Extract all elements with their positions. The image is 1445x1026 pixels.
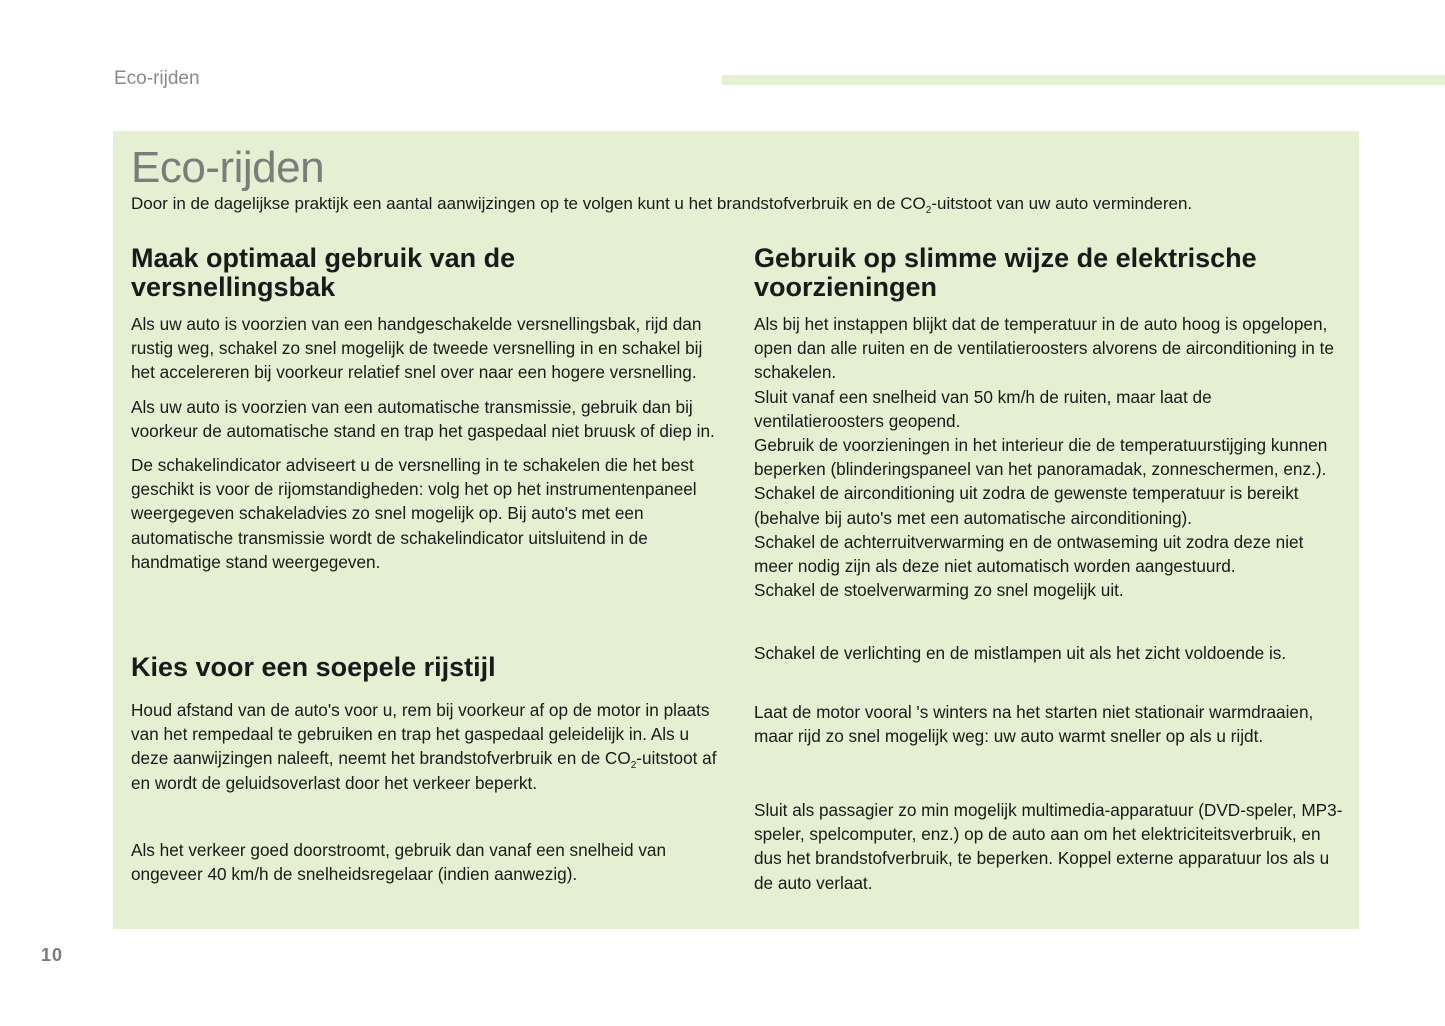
paragraph-lights: Schakel de verlichting en de mistlampen uit als het zicht voldoende is. bbox=[754, 643, 1287, 663]
page-title: Eco-rijden bbox=[131, 143, 325, 192]
tip-line: Schakel de stoelverwarming zo snel mogelijk uit. bbox=[754, 580, 1124, 601]
paragraph-manual-gearbox: Als uw auto is voorzien van een handgeschakelde versnellingsbak, rijd dan rustig weg, schakel zo snel mogelijk de tweede versnelling in en schakel bij het accelereren bij voorkeur relatief snel over naar een hogere versnelling. bbox=[131, 314, 703, 383]
left-column-cruise bbox=[131, 838, 721, 886]
tip-line: Gebruik de voorzieningen in het interieur die de temperatuurstijging kunnen beperken (blinderingspaneel van het panoramadak, zonneschermen, enz.). bbox=[754, 435, 1328, 480]
left-column-lower bbox=[131, 653, 721, 795]
paragraph-automatic-transmission: Als uw auto is voorzien van een automatische transmissie, gebruik dan bij voorkeur de automatische stand en trap het gaspedaal niet bruusk of diep in. bbox=[131, 396, 715, 441]
page-number: 10 bbox=[41, 945, 64, 965]
paragraph-shift-indicator: De schakelindicator adviseert u de versnelling in te schakelen die het best geschikt is voor de rijomstandigheden: volg het op het instrumentenpaneel weergegeven schakeladvies zo snel mogelijk op. Bij auto's met een automatische transmissie wordt de schakelindicator uitsluitend in de handmatige stand weergegeven. bbox=[131, 455, 697, 572]
tip-line: Als bij het instappen blijkt dat de temperatuur in de auto hoog is opgelopen, open dan alle ruiten en de ventilatieroosters alvorens de airconditioning in te schakelen. bbox=[754, 314, 1334, 383]
left-column bbox=[131, 244, 721, 574]
heading-gearbox: Maak optimaal gebruik van de versnellingsbak bbox=[131, 243, 516, 302]
heading-driving-style: Kies voor een soepele rijstijl bbox=[131, 652, 496, 682]
paragraph-cruise-control: Als het verkeer goed doorstroomt, gebruik dan vanaf een snelheid van ongeveer 40 km/h de snelheidsregelaar (indien aanwezig). bbox=[131, 840, 667, 885]
paragraph-multimedia: Sluit als passagier zo min mogelijk multimedia-apparatuur (DVD-speler, MP3-speler, spelcomputer, enz.) op de auto aan om het elektriciteitsverbruik, en dus het brandstofverbruik, te beperken. Koppel externe apparatuur los als u de auto verlaat. bbox=[754, 800, 1343, 893]
intro-text: Door in de dagelijkse praktijk een aantal aanwijzingen op te volgen kunt u het brandstofverbruik en de $CO_2$-uitstoot van uw auto verminderen. bbox=[131, 194, 1193, 216]
paragraph-smooth-driving: Houd afstand van de auto's voor u, rem bij voorkeur af op de motor in plaats van het rempedaal te gebruiken en trap het gaspedaal geleidelijk in. Als u deze aanwijzingen naleeft, neemt het brandstofverbruik en de $CO_2$-uitstoot af en wordt de geluidsoverlast door het verkeer beperkt. bbox=[131, 700, 717, 793]
tip-line: Schakel de airconditioning uit zodra de gewenste temperatuur is bereikt (behalve bij auto's met een automatische airconditioning). bbox=[754, 483, 1299, 528]
electrical-tips bbox=[754, 312, 1344, 602]
tip-line: Schakel de achterruitverwarming en de ontwaseming uit zodra deze niet meer nodig zijn als deze niet automatisch worden aangestuurd. bbox=[754, 531, 1304, 577]
header-bar bbox=[722, 75, 1445, 85]
paragraph-engine-warmup: Laat de motor vooral 's winters na het starten niet stationair warmdraaien, maar rijd zo snel mogelijk weg: uw auto warmt sneller op als u rijdt. bbox=[754, 702, 1314, 747]
heading-electrical: Gebruik op slimme wijze de elektrische voorzieningen bbox=[754, 243, 1257, 302]
right-column bbox=[754, 244, 1344, 602]
header-title: Eco-rijden bbox=[114, 68, 200, 89]
tip-line: Sluit vanaf een snelheid van 50 km/h de ruiten, maar laat de ventilatieroosters geopend. bbox=[754, 386, 1212, 431]
